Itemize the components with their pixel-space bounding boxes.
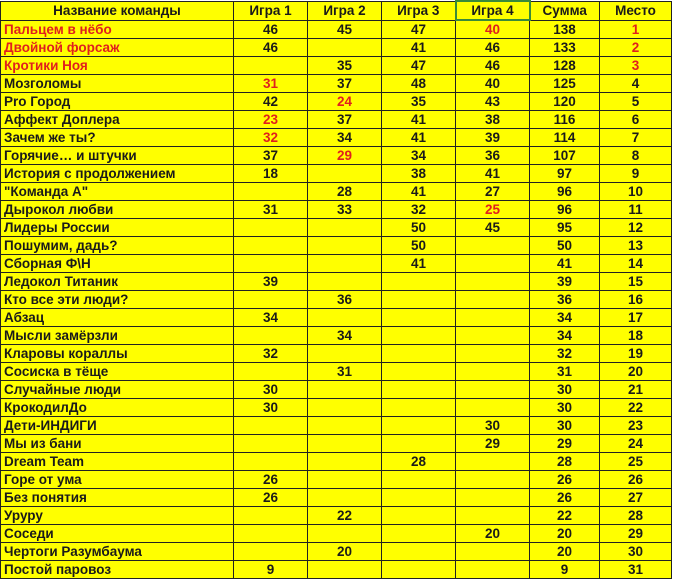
game-1-cell[interactable]: [234, 237, 308, 255]
game-2-cell[interactable]: [308, 561, 382, 579]
game-1-cell[interactable]: 23: [234, 111, 308, 129]
place-cell[interactable]: 28: [600, 507, 672, 525]
game-2-cell[interactable]: [308, 39, 382, 57]
team-name-cell[interactable]: Двойной форсаж: [1, 39, 234, 57]
table-row: [1, 309, 672, 327]
place-cell[interactable]: 17: [600, 309, 672, 327]
game-3-cell[interactable]: [382, 381, 456, 399]
game-4-cell[interactable]: 27: [456, 183, 530, 201]
sum-cell[interactable]: 96: [530, 183, 600, 201]
game-3-cell[interactable]: [382, 327, 456, 345]
team-name-cell[interactable]: Сосиска в тёще: [1, 363, 234, 381]
sum-cell[interactable]: 36: [530, 291, 600, 309]
team-name-cell[interactable]: Соседи: [1, 525, 234, 543]
table-row: [1, 201, 672, 219]
game-2-cell[interactable]: [308, 219, 382, 237]
sum-cell[interactable]: 125: [530, 75, 600, 93]
sum-cell[interactable]: 34: [530, 309, 600, 327]
game-3-cell[interactable]: [382, 399, 456, 417]
game-1-cell[interactable]: 18: [234, 165, 308, 183]
table-row: [1, 39, 672, 57]
game-3-cell[interactable]: [382, 507, 456, 525]
game-2-cell[interactable]: 37: [308, 75, 382, 93]
table-row: [1, 111, 672, 129]
table-row: [1, 507, 672, 525]
game-3-cell[interactable]: [382, 471, 456, 489]
table-row: [1, 93, 672, 111]
game-3-cell[interactable]: 41: [382, 39, 456, 57]
game-2-cell[interactable]: [308, 471, 382, 489]
sum-cell[interactable]: 116: [530, 111, 600, 129]
team-name-cell[interactable]: Абзац: [1, 309, 234, 327]
place-cell[interactable]: 5: [600, 93, 672, 111]
table-row: [1, 453, 672, 471]
game-4-cell[interactable]: [456, 273, 530, 291]
game-3-cell[interactable]: 47: [382, 20, 456, 39]
game-4-cell[interactable]: [456, 489, 530, 507]
game-1-cell[interactable]: [234, 183, 308, 201]
game-2-cell[interactable]: 28: [308, 183, 382, 201]
team-name-cell[interactable]: Чертоги Разумбаума: [1, 543, 234, 561]
sum-cell[interactable]: 26: [530, 489, 600, 507]
game-1-cell[interactable]: 46: [234, 20, 308, 39]
team-name-cell[interactable]: Ледокол Титаник: [1, 273, 234, 291]
game-1-cell[interactable]: [234, 57, 308, 75]
sum-cell[interactable]: 128: [530, 57, 600, 75]
table-row: [1, 57, 672, 75]
sum-cell[interactable]: 29: [530, 435, 600, 453]
place-cell[interactable]: 31: [600, 561, 672, 579]
game-1-cell[interactable]: 32: [234, 345, 308, 363]
game-3-cell[interactable]: 35: [382, 93, 456, 111]
game-1-cell[interactable]: [234, 507, 308, 525]
game-3-cell[interactable]: [382, 345, 456, 363]
place-cell[interactable]: 4: [600, 75, 672, 93]
game-3-cell[interactable]: [382, 309, 456, 327]
game-3-cell[interactable]: 32: [382, 201, 456, 219]
sum-cell[interactable]: 32: [530, 345, 600, 363]
place-cell[interactable]: 25: [600, 453, 672, 471]
sum-cell[interactable]: 96: [530, 201, 600, 219]
game-2-cell[interactable]: 36: [308, 291, 382, 309]
game-4-cell[interactable]: 45: [456, 219, 530, 237]
game-4-cell[interactable]: 41: [456, 165, 530, 183]
game-4-cell[interactable]: 46: [456, 57, 530, 75]
table-row: [1, 165, 672, 183]
game-4-cell[interactable]: [456, 381, 530, 399]
game-4-cell[interactable]: 39: [456, 129, 530, 147]
game-1-cell[interactable]: [234, 363, 308, 381]
game-3-cell[interactable]: [382, 363, 456, 381]
table-row: [1, 273, 672, 291]
game-3-cell[interactable]: 50: [382, 237, 456, 255]
game-3-cell[interactable]: [382, 525, 456, 543]
header-place[interactable]: Место: [600, 1, 672, 20]
game-4-cell[interactable]: 20: [456, 525, 530, 543]
game-3-cell[interactable]: 41: [382, 129, 456, 147]
game-3-cell[interactable]: 34: [382, 147, 456, 165]
table-row: [1, 129, 672, 147]
game-2-cell[interactable]: [308, 165, 382, 183]
table-row: [1, 345, 672, 363]
sum-cell[interactable]: 39: [530, 273, 600, 291]
place-cell[interactable]: 12: [600, 219, 672, 237]
game-4-cell[interactable]: 38: [456, 111, 530, 129]
team-name-cell[interactable]: Мысли замёрзли: [1, 327, 234, 345]
game-1-cell[interactable]: 46: [234, 39, 308, 57]
game-4-cell[interactable]: [456, 363, 530, 381]
team-name-cell[interactable]: Кларовы кораллы: [1, 345, 234, 363]
table-row: [1, 75, 672, 93]
game-2-cell[interactable]: 29: [308, 147, 382, 165]
team-name-cell[interactable]: "Команда А": [1, 183, 234, 201]
game-4-cell[interactable]: [456, 291, 530, 309]
table-row: [1, 291, 672, 309]
game-3-cell[interactable]: 48: [382, 75, 456, 93]
team-name-cell[interactable]: Лидеры России: [1, 219, 234, 237]
game-4-cell[interactable]: [456, 471, 530, 489]
game-1-cell[interactable]: [234, 327, 308, 345]
sum-cell[interactable]: 20: [530, 543, 600, 561]
game-2-cell[interactable]: 45: [308, 20, 382, 39]
game-3-cell[interactable]: [382, 543, 456, 561]
place-cell[interactable]: 18: [600, 327, 672, 345]
team-name-cell[interactable]: Уруру: [1, 507, 234, 525]
game-1-cell[interactable]: 26: [234, 489, 308, 507]
sum-cell[interactable]: 30: [530, 399, 600, 417]
header-game-4[interactable]: Игра 4: [456, 1, 530, 20]
game-1-cell[interactable]: [234, 543, 308, 561]
sum-cell[interactable]: 28: [530, 453, 600, 471]
header-game-2[interactable]: Игра 2: [308, 1, 382, 20]
game-2-cell[interactable]: 24: [308, 93, 382, 111]
game-1-cell[interactable]: [234, 219, 308, 237]
place-cell[interactable]: 15: [600, 273, 672, 291]
team-name-cell[interactable]: КрокодилДо: [1, 399, 234, 417]
place-cell[interactable]: 10: [600, 183, 672, 201]
game-1-cell[interactable]: [234, 435, 308, 453]
game-3-cell[interactable]: 41: [382, 111, 456, 129]
sum-cell[interactable]: 50: [530, 237, 600, 255]
sum-cell[interactable]: 41: [530, 255, 600, 273]
sum-cell[interactable]: 30: [530, 417, 600, 435]
game-2-cell[interactable]: 31: [308, 363, 382, 381]
game-2-cell[interactable]: 34: [308, 129, 382, 147]
sum-cell[interactable]: 31: [530, 363, 600, 381]
team-name-cell[interactable]: Дырокол любви: [1, 201, 234, 219]
game-4-cell[interactable]: 29: [456, 435, 530, 453]
game-1-cell[interactable]: 39: [234, 273, 308, 291]
table-row: [1, 327, 672, 345]
sum-cell[interactable]: 107: [530, 147, 600, 165]
game-4-cell[interactable]: 46: [456, 39, 530, 57]
header-game-3[interactable]: Игра 3: [382, 1, 456, 20]
game-4-cell[interactable]: 40: [456, 75, 530, 93]
table-row: [1, 561, 672, 579]
table-row: [1, 399, 672, 417]
place-cell[interactable]: 2: [600, 39, 672, 57]
sum-cell[interactable]: 114: [530, 129, 600, 147]
game-2-cell[interactable]: [308, 525, 382, 543]
table-row: [1, 363, 672, 381]
game-4-cell[interactable]: 25: [456, 201, 530, 219]
game-1-cell[interactable]: 26: [234, 471, 308, 489]
place-cell[interactable]: 14: [600, 255, 672, 273]
header-game-1[interactable]: Игра 1: [234, 1, 308, 20]
place-cell[interactable]: 23: [600, 417, 672, 435]
team-name-cell[interactable]: Горе от ума: [1, 471, 234, 489]
sum-cell[interactable]: 133: [530, 39, 600, 57]
game-2-cell[interactable]: [308, 435, 382, 453]
sum-cell[interactable]: 20: [530, 525, 600, 543]
game-4-cell[interactable]: [456, 453, 530, 471]
game-2-cell[interactable]: [308, 489, 382, 507]
game-3-cell[interactable]: [382, 273, 456, 291]
sum-cell[interactable]: 120: [530, 93, 600, 111]
game-2-cell[interactable]: 37: [308, 111, 382, 129]
table-row: [1, 255, 672, 273]
game-1-cell[interactable]: [234, 417, 308, 435]
game-2-cell[interactable]: [308, 309, 382, 327]
table-body: [1, 20, 672, 579]
game-4-cell[interactable]: [456, 309, 530, 327]
game-1-cell[interactable]: [234, 525, 308, 543]
table-row: [1, 417, 672, 435]
team-name-cell[interactable]: Постой паровоз: [1, 561, 234, 579]
game-1-cell[interactable]: 31: [234, 201, 308, 219]
team-name-cell[interactable]: Pro Город: [1, 93, 234, 111]
team-name-cell[interactable]: Аффект Доплера: [1, 111, 234, 129]
game-4-cell[interactable]: 30: [456, 417, 530, 435]
game-1-cell[interactable]: 32: [234, 129, 308, 147]
game-2-cell[interactable]: [308, 417, 382, 435]
game-3-cell[interactable]: 38: [382, 165, 456, 183]
game-4-cell[interactable]: 43: [456, 93, 530, 111]
sum-cell[interactable]: 138: [530, 20, 600, 39]
game-4-cell[interactable]: [456, 345, 530, 363]
table-row: [1, 381, 672, 399]
game-3-cell[interactable]: [382, 489, 456, 507]
game-4-cell[interactable]: [456, 255, 530, 273]
game-2-cell[interactable]: [308, 255, 382, 273]
team-name-cell[interactable]: Мы из бани: [1, 435, 234, 453]
place-cell[interactable]: 11: [600, 201, 672, 219]
game-2-cell[interactable]: [308, 237, 382, 255]
place-cell[interactable]: 21: [600, 381, 672, 399]
header-team-name[interactable]: Название команды: [1, 1, 234, 20]
game-2-cell[interactable]: [308, 345, 382, 363]
table-row: [1, 219, 672, 237]
game-3-cell[interactable]: 41: [382, 183, 456, 201]
game-1-cell[interactable]: 34: [234, 309, 308, 327]
game-1-cell[interactable]: [234, 255, 308, 273]
table-row: [1, 435, 672, 453]
place-cell[interactable]: 7: [600, 129, 672, 147]
team-name-cell[interactable]: Без понятия: [1, 489, 234, 507]
place-cell[interactable]: 9: [600, 165, 672, 183]
place-cell[interactable]: 8: [600, 147, 672, 165]
game-1-cell[interactable]: 31: [234, 75, 308, 93]
table-row: [1, 20, 672, 39]
game-4-cell[interactable]: 40: [456, 20, 530, 39]
table-row: [1, 183, 672, 201]
place-cell[interactable]: 22: [600, 399, 672, 417]
place-cell[interactable]: 27: [600, 489, 672, 507]
team-name-cell[interactable]: Dream Team: [1, 453, 234, 471]
game-4-cell[interactable]: [456, 327, 530, 345]
game-2-cell[interactable]: 20: [308, 543, 382, 561]
game-1-cell[interactable]: [234, 453, 308, 471]
sum-cell[interactable]: 9: [530, 561, 600, 579]
game-1-cell[interactable]: 42: [234, 93, 308, 111]
team-name-cell[interactable]: Горячие… и штучки: [1, 147, 234, 165]
team-name-cell[interactable]: Кто все эти люди?: [1, 291, 234, 309]
table-row: [1, 525, 672, 543]
game-4-cell[interactable]: [456, 237, 530, 255]
team-name-cell[interactable]: Кротики Ноя: [1, 57, 234, 75]
place-cell[interactable]: 30: [600, 543, 672, 561]
place-cell[interactable]: 3: [600, 57, 672, 75]
place-cell[interactable]: 29: [600, 525, 672, 543]
game-4-cell[interactable]: 36: [456, 147, 530, 165]
game-2-cell[interactable]: 22: [308, 507, 382, 525]
game-2-cell[interactable]: [308, 273, 382, 291]
team-name-cell[interactable]: История с продолжением: [1, 165, 234, 183]
header-row: [1, 1, 672, 20]
game-2-cell[interactable]: 35: [308, 57, 382, 75]
sum-cell[interactable]: 97: [530, 165, 600, 183]
table-row: [1, 471, 672, 489]
sum-cell[interactable]: 26: [530, 471, 600, 489]
game-3-cell[interactable]: [382, 435, 456, 453]
game-4-cell[interactable]: [456, 543, 530, 561]
game-4-cell[interactable]: [456, 399, 530, 417]
sum-cell[interactable]: 30: [530, 381, 600, 399]
sum-cell[interactable]: 95: [530, 219, 600, 237]
place-cell[interactable]: 26: [600, 471, 672, 489]
team-name-cell[interactable]: Пальцем в нёбо: [1, 20, 234, 39]
team-name-cell[interactable]: Дети-ИНДИГИ: [1, 417, 234, 435]
game-1-cell[interactable]: 30: [234, 381, 308, 399]
game-1-cell[interactable]: 30: [234, 399, 308, 417]
table-row: [1, 147, 672, 165]
table-row: [1, 543, 672, 561]
place-cell[interactable]: 16: [600, 291, 672, 309]
game-2-cell[interactable]: [308, 381, 382, 399]
game-2-cell[interactable]: [308, 453, 382, 471]
table-row: [1, 489, 672, 507]
game-3-cell[interactable]: 28: [382, 453, 456, 471]
game-2-cell[interactable]: [308, 399, 382, 417]
game-3-cell[interactable]: [382, 417, 456, 435]
game-1-cell[interactable]: 37: [234, 147, 308, 165]
team-name-cell[interactable]: Сборная Ф\Н: [1, 255, 234, 273]
place-cell[interactable]: 6: [600, 111, 672, 129]
game-3-cell[interactable]: [382, 561, 456, 579]
game-3-cell[interactable]: 50: [382, 219, 456, 237]
table-row: [1, 237, 672, 255]
place-cell[interactable]: 19: [600, 345, 672, 363]
team-name-cell[interactable]: Пошумим, дадь?: [1, 237, 234, 255]
game-4-cell[interactable]: [456, 507, 530, 525]
game-4-cell[interactable]: [456, 561, 530, 579]
header-sum[interactable]: Сумма: [530, 1, 600, 20]
game-3-cell[interactable]: [382, 291, 456, 309]
game-2-cell[interactable]: 33: [308, 201, 382, 219]
game-1-cell[interactable]: [234, 291, 308, 309]
game-3-cell[interactable]: 47: [382, 57, 456, 75]
game-1-cell[interactable]: 9: [234, 561, 308, 579]
place-cell[interactable]: 20: [600, 363, 672, 381]
place-cell[interactable]: 24: [600, 435, 672, 453]
place-cell[interactable]: 13: [600, 237, 672, 255]
game-3-cell[interactable]: 41: [382, 255, 456, 273]
place-cell[interactable]: 1: [600, 20, 672, 39]
team-name-cell[interactable]: Мозголомы: [1, 75, 234, 93]
sum-cell[interactable]: 22: [530, 507, 600, 525]
team-name-cell[interactable]: Зачем же ты?: [1, 129, 234, 147]
sum-cell[interactable]: 34: [530, 327, 600, 345]
game-2-cell[interactable]: 34: [308, 327, 382, 345]
team-name-cell[interactable]: Случайные люди: [1, 381, 234, 399]
